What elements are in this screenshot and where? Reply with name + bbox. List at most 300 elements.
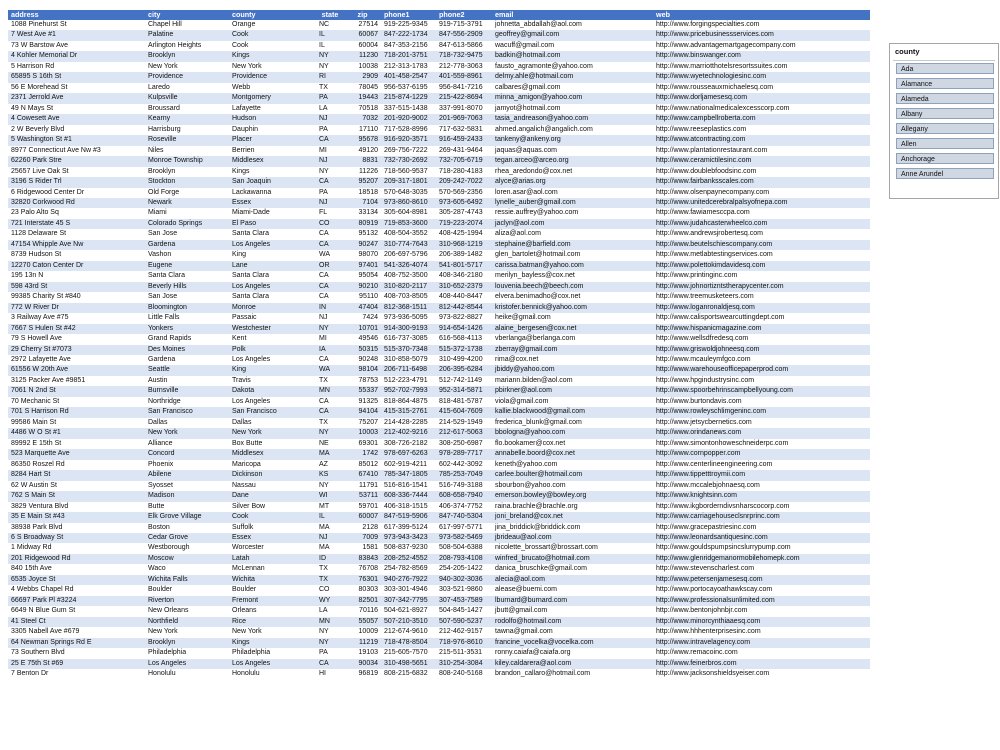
- cell-email[interactable]: lburnard@burnard.com: [492, 596, 653, 606]
- cell-city[interactable]: Stockton: [145, 177, 229, 187]
- cell-city[interactable]: Abilene: [145, 470, 229, 480]
- cell-county[interactable]: Rice: [229, 617, 316, 627]
- cell-zip[interactable]: 96819: [358, 670, 378, 678]
- cell-web[interactable]: http://www.hispanicmagazine.com: [653, 324, 870, 334]
- cell-state[interactable]: PA: [319, 188, 328, 196]
- column-header-address[interactable]: address: [8, 10, 145, 20]
- cell-email[interactable]: raina.brachle@brachle.org: [495, 502, 578, 510]
- cell-phone1[interactable]: 337-515-1438: [384, 104, 428, 112]
- cell-state[interactable]: NY: [319, 628, 329, 636]
- cell-county[interactable]: Essex: [229, 533, 316, 543]
- cell-phone2[interactable]: 847-556-2909: [436, 30, 492, 40]
- cell-county[interactable]: Latah: [229, 554, 316, 564]
- cell-phone2[interactable]: 914-654-1426: [436, 324, 492, 334]
- cell-city[interactable]: Northfield: [145, 617, 229, 627]
- cell-county[interactable]: Suffolk: [232, 523, 254, 531]
- cell-email[interactable]: alyce@arias.org: [492, 177, 653, 187]
- cell-web[interactable]: http://www.olsenpaynecompany.com: [656, 188, 770, 196]
- cell-phone2[interactable]: 973-822-8827: [439, 314, 483, 322]
- cell-address[interactable]: 25 E 75th St #69: [8, 659, 145, 669]
- cell-address[interactable]: 5 Harrison Rd: [11, 62, 55, 70]
- cell-zip[interactable]: 95678: [341, 135, 381, 145]
- cell-address[interactable]: 23 Palo Alto Sq: [11, 209, 59, 217]
- cell-web[interactable]: http://www.centerlineengineering.com: [656, 460, 773, 468]
- cell-phone2[interactable]: 408-425-1994: [439, 230, 483, 238]
- cell-phone2[interactable]: 718-280-4183: [439, 167, 483, 175]
- cell-county[interactable]: Dauphin: [232, 125, 259, 133]
- cell-address[interactable]: 89992 E 15th St: [11, 439, 62, 447]
- column-header-city[interactable]: city: [145, 10, 229, 20]
- cell-zip[interactable]: 47404: [341, 303, 381, 313]
- cell-county[interactable]: King: [229, 365, 316, 375]
- cell-county[interactable]: King: [232, 251, 247, 259]
- cell-email[interactable]: tankeny@ankeny.org: [492, 135, 653, 145]
- cell-web[interactable]: http://www.forgingspecialties.com: [656, 21, 760, 28]
- cell-phone1[interactable]: 206-697-5796: [384, 251, 428, 259]
- cell-state[interactable]: RI: [316, 72, 341, 82]
- cell-phone1[interactable]: 515-370-7348: [381, 345, 436, 355]
- cell-address[interactable]: 56 E Morehead St: [11, 83, 68, 91]
- cell-email[interactable]: emerson.bowley@bowley.org: [492, 491, 653, 501]
- cell-state[interactable]: MA: [319, 544, 330, 552]
- cell-city[interactable]: Brooklyn: [145, 51, 229, 61]
- cell-city[interactable]: Seattle: [145, 365, 229, 375]
- cell-address[interactable]: 1128 Delaware St: [11, 230, 67, 238]
- cell-web[interactable]: http://www.portocayoathawkscay.com: [656, 586, 773, 594]
- cell-city[interactable]: Dallas: [148, 418, 168, 426]
- cell-county[interactable]: Passaic: [232, 314, 257, 322]
- cell-city[interactable]: Eugene: [145, 261, 229, 271]
- cell-web[interactable]: http://www.mcauleymfgco.com: [656, 356, 751, 363]
- cell-state[interactable]: MN: [316, 386, 341, 396]
- cell-address[interactable]: 66697 Park Pl #3224: [8, 596, 145, 606]
- cell-phone2[interactable]: 310-254-3084: [436, 659, 492, 669]
- cell-county[interactable]: El Paso: [229, 219, 316, 229]
- cell-state[interactable]: CA: [319, 397, 329, 405]
- cell-city[interactable]: Old Forge: [148, 188, 180, 196]
- cell-city[interactable]: Gardena: [148, 356, 176, 363]
- cell-address[interactable]: 1088 Pinehurst St: [11, 21, 67, 28]
- cell-address[interactable]: 1 Midway Rd: [11, 544, 52, 552]
- cell-zip[interactable]: 90247: [341, 240, 381, 250]
- cell-county[interactable]: Honolulu: [232, 670, 260, 678]
- cell-web[interactable]: http://www.petersenjamesesq.com: [653, 575, 870, 585]
- cell-county[interactable]: Middlesex: [229, 156, 316, 166]
- cell-county[interactable]: Kings: [229, 51, 316, 61]
- slicer-item-anne-arundel[interactable]: Anne Arundel: [896, 168, 994, 179]
- cell-phone1[interactable]: 215-874-1229: [381, 93, 436, 103]
- cell-web[interactable]: http://www.atcontracting.com: [653, 135, 870, 145]
- cell-zip[interactable]: 10003: [341, 428, 381, 438]
- cell-email[interactable]: badkin@hotmail.com: [492, 51, 653, 61]
- column-header-email[interactable]: email: [492, 10, 653, 20]
- cell-phone1[interactable]: 408-752-3500: [384, 272, 428, 280]
- cell-zip[interactable]: 33134: [358, 209, 378, 217]
- cell-email[interactable]: geoffrey@gmail.com: [492, 30, 653, 40]
- cell-phone1[interactable]: 215-605-7570: [384, 649, 428, 657]
- cell-email[interactable]: nicolette_brossart@brossart.com: [495, 544, 598, 552]
- cell-phone2[interactable]: 847-613-5866: [439, 41, 483, 49]
- cell-address[interactable]: 73 Southern Blvd: [11, 649, 65, 657]
- cell-phone1[interactable]: 847-519-5906: [381, 512, 436, 522]
- cell-county[interactable]: Wichita: [229, 575, 316, 585]
- cell-phone2[interactable]: 973-582-5469: [436, 533, 492, 543]
- cell-address[interactable]: 62 W Austin St: [11, 481, 57, 489]
- cell-phone2[interactable]: 515-372-1738: [436, 345, 492, 355]
- cell-phone1[interactable]: 504-621-8927: [384, 607, 428, 615]
- cell-email[interactable]: bbologna@yahoo.com: [492, 428, 653, 438]
- cell-phone1[interactable]: 508-837-9230: [384, 544, 428, 552]
- cell-phone1[interactable]: 973-943-3423: [381, 533, 436, 543]
- cell-web[interactable]: http://www.advantagemartgagecompany.com: [656, 41, 796, 49]
- cell-county[interactable]: Boulder: [232, 586, 257, 594]
- cell-city[interactable]: Elk Grove Village: [145, 512, 229, 522]
- cell-county[interactable]: New York: [232, 628, 262, 636]
- cell-city[interactable]: Monroe Township: [145, 156, 229, 166]
- cell-city[interactable]: Colorado Springs: [145, 219, 229, 229]
- slicer-item-albany[interactable]: Albany: [896, 108, 994, 119]
- cell-zip[interactable]: 78753: [358, 376, 378, 384]
- cell-phone1[interactable]: 212-674-9610: [384, 628, 428, 636]
- cell-phone1[interactable]: 516-816-1541: [384, 481, 428, 489]
- cell-county[interactable]: Montgomery: [229, 93, 316, 103]
- cell-city[interactable]: Palatine: [145, 30, 229, 40]
- cell-zip[interactable]: 76301: [341, 575, 381, 585]
- cell-email[interactable]: viola@gmail.com: [495, 397, 549, 405]
- cell-web[interactable]: http://www.leonardsantiquesinc.com: [653, 533, 870, 543]
- cell-address[interactable]: 99385 Charity St #840: [11, 293, 81, 301]
- cell-phone2[interactable]: 570-569-2356: [439, 188, 483, 196]
- cell-address[interactable]: 772 W River Dr: [8, 303, 145, 313]
- cell-address[interactable]: 2371 Jerrold Ave: [8, 93, 145, 103]
- cell-web[interactable]: http://www.simontonhoweschneiderpc.com: [656, 439, 789, 447]
- cell-phone2[interactable]: 415-604-7609: [436, 407, 492, 417]
- cell-state[interactable]: ID: [316, 554, 341, 564]
- cell-state[interactable]: WI: [316, 491, 341, 501]
- cell-zip[interactable]: 55337: [341, 386, 381, 396]
- cell-web[interactable]: http://www.calisportswearcuttingdept.com: [656, 314, 785, 322]
- cell-phone1[interactable]: 973-860-8610: [381, 198, 436, 208]
- cell-city[interactable]: Syosset: [148, 481, 173, 489]
- cell-state[interactable]: NY: [319, 62, 329, 70]
- cell-phone2[interactable]: 718-976-8610: [436, 638, 492, 648]
- cell-address[interactable]: 12270 Caton Center Dr: [8, 261, 145, 271]
- cell-email[interactable]: carissa.batman@yahoo.com: [492, 261, 653, 271]
- cell-zip[interactable]: 85012: [358, 460, 378, 468]
- cell-email[interactable]: jbrideau@aol.com: [492, 533, 653, 543]
- cell-phone2[interactable]: 212-617-5063: [436, 428, 492, 438]
- cell-city[interactable]: Westborough: [148, 544, 190, 552]
- cell-phone1[interactable]: 952-702-7993: [381, 386, 436, 396]
- cell-county[interactable]: Monroe: [229, 303, 316, 313]
- cell-address[interactable]: 3829 Ventura Blvd: [11, 502, 69, 510]
- cell-phone2[interactable]: 512-742-1149: [439, 376, 483, 384]
- cell-city[interactable]: Boulder: [148, 586, 173, 594]
- cell-address[interactable]: 8977 Connecticut Ave Nw #3: [11, 146, 101, 154]
- cell-phone1[interactable]: 507-210-3510: [381, 617, 436, 627]
- cell-state[interactable]: MI: [319, 146, 327, 154]
- cell-address[interactable]: 64 Newman Springs Rd E: [8, 638, 145, 648]
- cell-phone1[interactable]: 973-936-5095: [384, 314, 428, 322]
- cell-phone1[interactable]: 308-726-2182: [384, 439, 428, 447]
- cell-county[interactable]: Orange: [232, 21, 256, 28]
- cell-web[interactable]: http://www.fawiamesccpa.com: [656, 209, 750, 217]
- cell-state[interactable]: WA: [319, 251, 331, 259]
- cell-city[interactable]: Butte: [148, 502, 165, 510]
- cell-email[interactable]: delmy.ahle@hotmail.com: [492, 72, 653, 82]
- cell-phone1[interactable]: 212-313-1783: [384, 62, 428, 70]
- cell-county[interactable]: Webb: [232, 83, 251, 91]
- cell-zip[interactable]: 19103: [358, 649, 378, 657]
- cell-web[interactable]: http://www.printinginc.com: [656, 272, 738, 280]
- cell-address[interactable]: 7667 S Hulen St #42: [8, 324, 145, 334]
- cell-zip[interactable]: 95207: [341, 177, 381, 187]
- cell-address[interactable]: 4 Kohler Memorial Dr: [8, 51, 145, 61]
- cell-state[interactable]: IL: [316, 512, 341, 522]
- cell-phone2[interactable]: 310-499-4200: [439, 356, 483, 363]
- cell-web[interactable]: http://www.professionalsunlimited.com: [653, 596, 870, 606]
- cell-web[interactable]: http://www.minorcynthiaaesq.com: [653, 617, 870, 627]
- cell-email[interactable]: rodolfo@hotmail.com: [492, 617, 653, 627]
- cell-email[interactable]: frederica_blunk@gmail.com: [495, 418, 582, 426]
- cell-state[interactable]: NC: [319, 21, 330, 28]
- cell-phone1[interactable]: 602-919-4211: [384, 460, 428, 468]
- cell-zip[interactable]: 70518: [358, 104, 378, 112]
- cell-phone2[interactable]: 952-314-5871: [436, 386, 492, 396]
- cell-email[interactable]: ressie.auffrey@yahoo.com: [495, 209, 579, 217]
- cell-county[interactable]: McLennan: [232, 565, 265, 573]
- cell-city[interactable]: Roseville: [145, 135, 229, 145]
- cell-web[interactable]: http://www.intravelagency.com: [653, 638, 870, 648]
- cell-address[interactable]: 41 Steel Ct: [8, 617, 145, 627]
- cell-county[interactable]: Los Angeles: [232, 397, 271, 405]
- cell-state[interactable]: HI: [319, 670, 326, 678]
- cell-city[interactable]: Kulpsville: [145, 93, 229, 103]
- cell-email[interactable]: rhea_aredondo@cox.net: [495, 167, 573, 175]
- cell-city[interactable]: Santa Clara: [148, 272, 185, 280]
- cell-web[interactable]: http://www.warehouseofficepaperprod.com: [653, 365, 870, 375]
- cell-zip[interactable]: 70116: [359, 607, 378, 615]
- cell-zip[interactable]: 90034: [341, 659, 381, 669]
- cell-address[interactable]: 73 W Barstow Ave: [11, 41, 69, 49]
- cell-web[interactable]: http://www.remacoinc.com: [656, 649, 738, 657]
- cell-address[interactable]: 840 15th Ave: [11, 565, 52, 573]
- cell-web[interactable]: http://www.ikgborderndivsnharscocorp.com: [656, 502, 790, 510]
- cell-city[interactable]: Los Angeles: [145, 659, 229, 669]
- cell-email[interactable]: ahmed.angalich@angalich.com: [495, 125, 593, 133]
- cell-phone2[interactable]: 717-632-5831: [439, 125, 483, 133]
- cell-web[interactable]: http://www.judahcasterwheelco.com: [653, 219, 870, 229]
- cell-phone1[interactable]: 718-201-3751: [381, 51, 436, 61]
- cell-email[interactable]: jina_briddick@briddick.com: [495, 523, 581, 531]
- cell-email[interactable]: tawna@gmail.com: [495, 628, 553, 636]
- cell-address[interactable]: 762 S Main St: [8, 491, 145, 501]
- cell-web[interactable]: http://www.dorljamesesq.com: [653, 93, 870, 103]
- cell-state[interactable]: NJ: [316, 198, 341, 208]
- cell-city[interactable]: Brooklyn: [145, 638, 229, 648]
- cell-address[interactable]: 598 43rd St: [8, 282, 145, 292]
- cell-county[interactable]: Philadelphia: [232, 649, 271, 657]
- cell-zip[interactable]: 2909: [341, 72, 381, 82]
- cell-web[interactable]: http://www.johnortizntstherapycenter.com: [653, 282, 870, 292]
- cell-state[interactable]: WY: [316, 596, 341, 606]
- cell-email[interactable]: merilyn_bayless@cox.net: [495, 272, 575, 280]
- cell-web[interactable]: http://www.bentonjohnbjr.com: [656, 607, 748, 615]
- cell-zip[interactable]: 67410: [341, 470, 381, 480]
- county-slicer[interactable]: [889, 43, 999, 199]
- cell-county[interactable]: Berrien: [232, 146, 255, 154]
- cell-phone1[interactable]: 919-225-9345: [384, 21, 428, 28]
- cell-phone1[interactable]: 719-853-3600: [381, 219, 436, 229]
- cell-phone1[interactable]: 310-820-2117: [381, 282, 436, 292]
- cell-phone2[interactable]: 916-459-2433: [436, 135, 492, 145]
- cell-zip[interactable]: 60067: [341, 30, 381, 40]
- cell-zip[interactable]: 60004: [358, 41, 378, 49]
- cell-web[interactable]: http://www.rowleyschlimgeninc.com: [653, 407, 870, 417]
- cell-state[interactable]: CA: [316, 407, 341, 417]
- cell-zip[interactable]: 1742: [341, 449, 381, 459]
- cell-email[interactable]: calbares@gmail.com: [495, 83, 561, 91]
- cell-state[interactable]: IL: [316, 30, 341, 40]
- cell-zip[interactable]: 75207: [358, 418, 378, 426]
- cell-address[interactable]: 79 S Howell Ave: [11, 335, 62, 343]
- cell-email[interactable]: wacuff@gmail.com: [495, 41, 555, 49]
- cell-county[interactable]: Lackawanna: [232, 188, 272, 196]
- cell-web[interactable]: http://www.hpgindustrysinc.com: [656, 376, 755, 384]
- cell-county[interactable]: Cook: [232, 41, 249, 49]
- cell-web[interactable]: http://www.nationalmedicalexcesscorp.com: [656, 104, 790, 112]
- cell-state[interactable]: NJ: [316, 533, 341, 543]
- cell-state[interactable]: TX: [319, 418, 328, 426]
- cell-phone2[interactable]: 616-568-4113: [439, 335, 483, 343]
- cell-county[interactable]: Dane: [229, 491, 316, 501]
- slicer-item-ada[interactable]: Ada: [896, 63, 994, 74]
- cell-web[interactable]: http://www.gouldspumpsincslurrypump.com: [656, 544, 791, 552]
- cell-phone2[interactable]: 406-374-7752: [439, 502, 483, 510]
- cell-zip[interactable]: 83843: [341, 554, 381, 564]
- cell-zip[interactable]: 17110: [359, 125, 378, 133]
- cell-phone1[interactable]: 718-478-8504: [381, 638, 436, 648]
- cell-phone2[interactable]: 337-991-8070: [439, 104, 483, 112]
- cell-county[interactable]: Essex: [229, 198, 316, 208]
- slicer-item-allen[interactable]: Allen: [896, 138, 994, 149]
- cell-address[interactable]: 35 E Main St #43: [8, 512, 145, 522]
- cell-web[interactable]: http://www.loganronaldjesq.com: [653, 303, 870, 313]
- cell-city[interactable]: Newark: [145, 198, 229, 208]
- cell-web[interactable]: http://www.pricebusinessservices.com: [653, 30, 870, 40]
- slicer-item-alamance[interactable]: Alamance: [896, 78, 994, 89]
- cell-phone2[interactable]: 785-253-7049: [436, 470, 492, 480]
- cell-email[interactable]: keneth@yahoo.com: [495, 460, 558, 468]
- cell-city[interactable]: San Jose: [148, 293, 178, 301]
- cell-phone1[interactable]: 401-458-2547: [381, 72, 436, 82]
- cell-phone1[interactable]: 940-276-7922: [381, 575, 436, 585]
- cell-email[interactable]: flo.bookamer@cox.net: [495, 439, 566, 447]
- cell-address[interactable]: 32820 Corkwood Rd: [8, 198, 145, 208]
- cell-zip[interactable]: 78045: [358, 83, 378, 91]
- cell-county[interactable]: Box Butte: [232, 439, 263, 447]
- cell-email[interactable]: kallie.blackwood@gmail.com: [492, 407, 653, 417]
- cell-county[interactable]: Silver Bow: [232, 502, 266, 510]
- cell-web[interactable]: http://www.campbellroberta.com: [653, 114, 870, 124]
- cell-phone2[interactable]: 401-559-8961: [436, 72, 492, 82]
- cell-city[interactable]: Austin: [148, 376, 168, 384]
- cell-state[interactable]: MA: [316, 449, 341, 459]
- cell-county[interactable]: Los Angeles: [229, 240, 316, 250]
- cell-city[interactable]: Alliance: [148, 439, 173, 447]
- cell-state[interactable]: PA: [319, 649, 328, 657]
- cell-phone1[interactable]: 254-782-8569: [384, 565, 428, 573]
- cell-phone1[interactable]: 305-604-8981: [384, 209, 428, 217]
- cell-address[interactable]: 86350 Roszel Rd: [11, 460, 65, 468]
- cell-zip[interactable]: 69301: [358, 439, 378, 447]
- cell-phone1[interactable]: 408-504-3552: [384, 230, 428, 238]
- cell-phone2[interactable]: 812-442-8544: [436, 303, 492, 313]
- cell-state[interactable]: CA: [316, 659, 341, 669]
- cell-county[interactable]: Kent: [232, 335, 247, 343]
- cell-phone2[interactable]: 719-223-2074: [436, 219, 492, 229]
- cell-email[interactable]: jaclyn@aol.com: [492, 219, 653, 229]
- cell-zip[interactable]: 90248: [358, 356, 378, 363]
- cell-phone1[interactable]: 201-920-9002: [381, 114, 436, 124]
- cell-zip[interactable]: 11219: [341, 638, 381, 648]
- cell-county[interactable]: Maricopa: [232, 460, 261, 468]
- cell-state[interactable]: NY: [319, 167, 329, 175]
- cell-state[interactable]: CA: [319, 272, 329, 280]
- cell-zip[interactable]: 18518: [358, 188, 378, 196]
- cell-email[interactable]: danica_bruschke@gmail.com: [495, 565, 587, 573]
- cell-phone2[interactable]: 310-968-1219: [436, 240, 492, 250]
- cell-zip[interactable]: 82501: [341, 596, 381, 606]
- cell-web[interactable]: http://www.polettokimdavidesq.com: [653, 261, 870, 271]
- cell-phone1[interactable]: 214-428-2285: [384, 418, 428, 426]
- cell-state[interactable]: CA: [319, 356, 329, 363]
- cell-state[interactable]: CO: [319, 586, 330, 594]
- cell-state[interactable]: WA: [316, 365, 341, 375]
- cell-phone1[interactable]: 269-756-7222: [384, 146, 428, 154]
- cell-email[interactable]: sbourbon@yahoo.com: [495, 481, 566, 489]
- cell-phone2[interactable]: 254-205-1422: [439, 565, 483, 573]
- cell-county[interactable]: Kings: [232, 167, 250, 175]
- cell-phone2[interactable]: 215-511-3531: [439, 649, 483, 657]
- cell-email[interactable]: stephaine@barfield.com: [492, 240, 653, 250]
- cell-phone2[interactable]: 201-969-7063: [436, 114, 492, 124]
- cell-phone2[interactable]: 808-240-5168: [439, 670, 483, 678]
- cell-county[interactable]: Kings: [229, 638, 316, 648]
- cell-phone2[interactable]: 307-453-7589: [436, 596, 492, 606]
- cell-phone1[interactable]: 512-223-4791: [384, 376, 428, 384]
- cell-city[interactable]: Wichita Falls: [145, 575, 229, 585]
- column-header-state[interactable]: state: [316, 10, 341, 20]
- cell-web[interactable]: http://www.fairbanksscales.com: [653, 177, 870, 187]
- cell-city[interactable]: San Francisco: [145, 407, 229, 417]
- cell-state[interactable]: PA: [319, 125, 328, 133]
- cell-address[interactable]: 3125 Packer Ave #9851: [11, 376, 86, 384]
- cell-address[interactable]: 2 W Beverly Blvd: [11, 125, 65, 133]
- cell-email[interactable]: brandon_callaro@hotmail.com: [495, 670, 591, 678]
- cell-phone1[interactable]: 718-560-9537: [384, 167, 428, 175]
- cell-state[interactable]: CA: [316, 240, 341, 250]
- cell-county[interactable]: Cook: [229, 512, 316, 522]
- cell-web[interactable]: http://www.hhhenterprisesinc.com: [656, 628, 761, 636]
- cell-email[interactable]: johnetta_abdallah@aol.com: [495, 21, 582, 28]
- cell-zip[interactable]: 10038: [358, 62, 378, 70]
- cell-web[interactable]: http://www.reeseplastics.com: [656, 125, 747, 133]
- cell-phone1[interactable]: 608-336-7444: [381, 491, 436, 501]
- cell-phone2[interactable]: 215-422-8694: [436, 93, 492, 103]
- cell-county[interactable]: Dickinson: [229, 470, 316, 480]
- cell-state[interactable]: MN: [316, 617, 341, 627]
